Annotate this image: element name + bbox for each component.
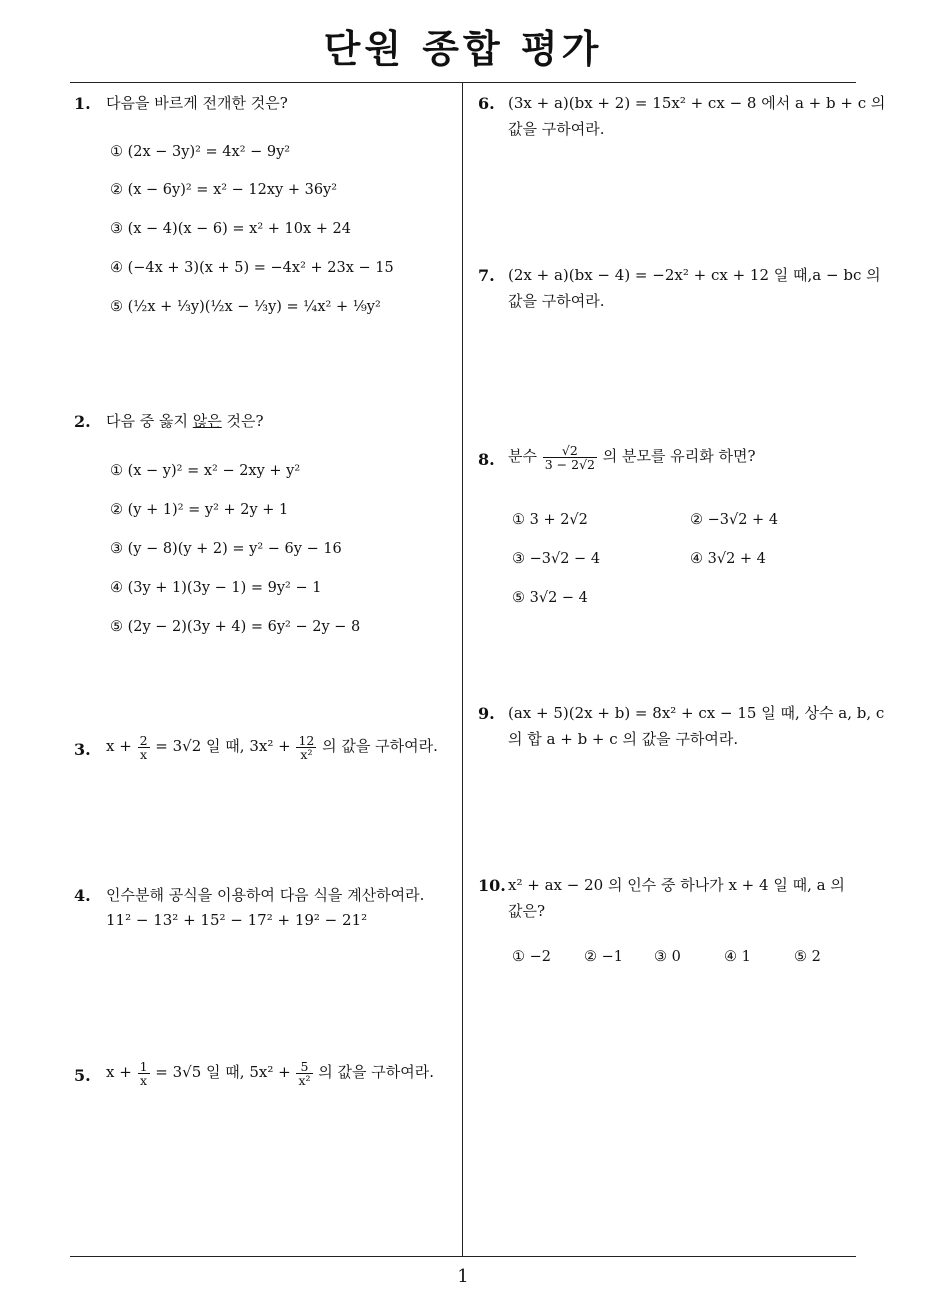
question-number: 7. <box>478 266 495 285</box>
prompt-text: = 3√2 일 때, 3x² + <box>150 737 296 755</box>
question-prompt-line2: 값을 구하여라. <box>508 120 605 138</box>
question-prompt <box>508 443 756 471</box>
question-number: 3. <box>74 740 91 759</box>
option-3: ③ −3√2 − 4 <box>512 551 601 567</box>
question-prompt <box>106 408 264 434</box>
question-prompt: (2x + a)(bx − 4) = −2x² + cx + 12 일 때,a − bc 의 <box>508 266 881 284</box>
question-prompt <box>106 1059 434 1087</box>
option-3: ③ 0 <box>654 949 681 965</box>
page-number: 1 <box>457 1266 469 1287</box>
option-4: ④ (−4x + 3)(x + 5) = −4x² + 23x − 15 <box>110 260 394 276</box>
fraction: $\frac{1}{x}$ <box>139 1058 148 1088</box>
question-prompt: 다음을 바르게 전개한 것은? <box>106 94 288 112</box>
option-1: ① 3 + 2√2 <box>512 512 588 528</box>
option-2: ② −3√2 + 4 <box>690 512 779 528</box>
question-number: 8. <box>478 450 495 469</box>
option-4: ④ (3y + 1)(3y − 1) = 9y² − 1 <box>110 580 322 596</box>
fraction: $\frac{5}{\text{x²}}$ <box>298 1058 311 1088</box>
prompt-text: 것은? <box>221 412 264 430</box>
bottom-rule <box>70 1256 856 1257</box>
option-5: ⑤ 2 <box>794 949 821 965</box>
option-5: ⑤ (½x + ⅓y)(½x − ⅓y) = ¼x² + ⅑y² <box>110 299 381 315</box>
question-number: 2. <box>74 412 91 431</box>
option-1: ① −2 <box>512 949 551 965</box>
prompt-text: 의 값을 구하여라. <box>317 737 438 755</box>
prompt-text: x + <box>106 1063 137 1081</box>
question-prompt-line2: 값은? <box>508 902 546 920</box>
question-prompt: x² + ax − 20 의 인수 중 하나가 x + 4 일 때, a 의 <box>508 876 845 894</box>
option-4: ④ 1 <box>724 949 751 965</box>
top-rule <box>70 82 856 83</box>
page-title: 단원 종합 평가 <box>323 27 603 71</box>
option-2: ② −1 <box>584 949 623 965</box>
question-number: 9. <box>478 704 495 723</box>
question-prompt: (3x + a)(bx + 2) = 15x² + cx − 8 에서 a + b + c 의 <box>508 94 886 112</box>
question-number: 5. <box>74 1066 91 1085</box>
option-5: ⑤ (2y − 2)(3y + 4) = 6y² − 2y − 8 <box>110 619 361 635</box>
prompt-text: 의 값을 구하여라. <box>313 1063 435 1081</box>
column-divider <box>462 82 463 1256</box>
question-number: 10. <box>478 876 506 895</box>
fraction: $\frac{2}{x}$ <box>139 732 148 762</box>
question-prompt-line2: 값을 구하여라. <box>508 292 605 310</box>
option-1: ① (2x − 3y)² = 4x² − 9y² <box>110 144 291 160</box>
option-5: ⑤ 3√2 − 4 <box>512 590 588 606</box>
prompt-text: 다음 중 옳지 <box>106 412 193 430</box>
question-expression: 11² − 13² + 15² − 17² + 19² − 21² <box>106 911 368 929</box>
option-3: ③ (y − 8)(y + 2) = y² − 6y − 16 <box>110 541 342 557</box>
question-number: 6. <box>478 94 495 113</box>
fraction: $\frac{√2}{3 - 2√2}$ <box>544 442 595 472</box>
question-number: 4. <box>74 886 91 905</box>
question-number: 1. <box>74 94 91 113</box>
question-prompt: (ax + 5)(2x + b) = 8x² + cx − 15 일 때, 상수 a, b, c <box>508 704 885 722</box>
prompt-text: 의 분모를 유리화 하면? <box>598 447 756 465</box>
question-prompt: 인수분해 공식을 이용하여 다음 식을 계산하여라. <box>106 886 425 904</box>
prompt-emphasis: 않은 <box>192 412 222 430</box>
prompt-text: x + <box>106 737 137 755</box>
fraction: $\frac{12}{\text{x²}}$ <box>298 732 315 762</box>
option-4: ④ 3√2 + 4 <box>690 551 766 567</box>
option-1: ① (x − y)² = x² − 2xy + y² <box>110 463 301 479</box>
prompt-text: 분수 <box>508 447 542 465</box>
option-2: ② (y + 1)² = y² + 2y + 1 <box>110 502 289 518</box>
question-prompt <box>106 733 438 761</box>
prompt-text: = 3√5 일 때, 5x² + <box>150 1063 296 1081</box>
option-3: ③ (x − 4)(x − 6) = x² + 10x + 24 <box>110 221 351 237</box>
option-2: ② (x − 6y)² = x² − 12xy + 36y² <box>110 182 338 198</box>
question-prompt-line2: 의 합 a + b + c 의 값을 구하여라. <box>508 730 739 748</box>
